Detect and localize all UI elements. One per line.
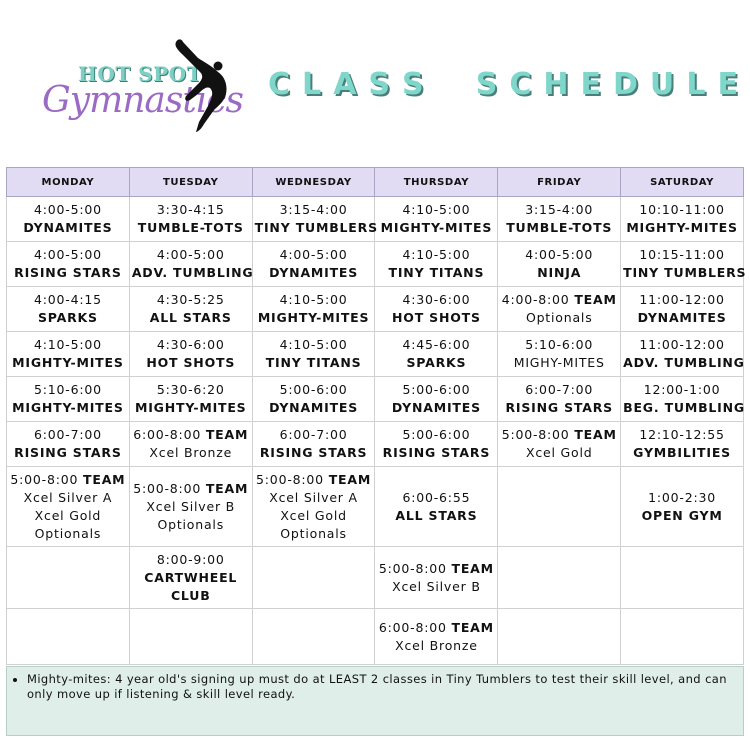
class-time-line <box>255 246 373 264</box>
class-name: TINY TITANS <box>265 355 362 370</box>
class-cell <box>7 197 130 242</box>
class-cell <box>375 422 498 467</box>
class-name: DYNAMITES <box>637 310 727 325</box>
class-cell <box>375 287 498 332</box>
class-detail: Xcel Silver A <box>269 489 358 505</box>
class-cell <box>129 547 252 609</box>
class-time: 5:00-8:00 <box>10 471 79 487</box>
team-label: TEAM <box>83 471 126 487</box>
schedule-row <box>7 242 744 287</box>
class-cell <box>375 467 498 547</box>
class-time: 6:00-8:00 <box>133 427 202 442</box>
class-time-line <box>377 246 495 264</box>
class-name: MIGHTY-MITES <box>257 310 370 325</box>
class-time-line <box>623 291 741 309</box>
class-detail: Optionals <box>34 525 102 541</box>
class-time-line <box>377 426 495 444</box>
team-label: TEAM <box>574 427 617 442</box>
class-time: 5:30-6:20 <box>156 382 225 397</box>
class-name: RISING STARS <box>382 445 491 460</box>
class-time-line <box>500 201 618 219</box>
class-name: TINY TUMBLERS <box>254 220 378 235</box>
class-name: TINY TITANS <box>388 265 485 280</box>
team-label: TEAM <box>574 292 617 307</box>
class-name: RISING STARS <box>505 400 613 415</box>
class-time-line <box>9 426 127 444</box>
class-name: HOT SHOTS <box>392 310 481 325</box>
class-name: TINY TUMBLERS <box>623 265 747 280</box>
class-time-line <box>132 246 250 264</box>
class-name: GYMBILITIES <box>633 445 731 460</box>
class-cell <box>621 377 744 422</box>
class-name: ADV. TUMBLING <box>131 265 254 280</box>
class-time: 10:15-11:00 <box>639 247 725 262</box>
class-time-line <box>132 426 250 444</box>
class-time: 6:00-7:00 <box>525 382 594 397</box>
class-name: MIGHTY-MITES <box>134 400 247 415</box>
class-time: 4:10-5:00 <box>279 337 348 352</box>
class-name: OPEN GYM <box>641 507 723 523</box>
class-cell <box>498 422 621 467</box>
day-header-tuesday: TUESDAY <box>129 168 252 197</box>
class-detail: Xcel Silver B <box>392 578 481 594</box>
title-letter: E <box>580 66 601 102</box>
class-time: 3:30-4:15 <box>156 202 225 217</box>
title-letter: U <box>649 66 675 102</box>
title-letter: H <box>543 66 569 102</box>
class-name: BEG. TUMBLING <box>623 400 745 415</box>
class-cell <box>252 242 375 287</box>
class-time-line <box>623 246 741 264</box>
title-letter: C <box>268 66 291 102</box>
class-time: 5:00-8:00 <box>133 480 202 496</box>
class-time: 5:00-8:00 <box>378 560 447 576</box>
class-name: DYNAMITES <box>269 265 359 280</box>
team-label: TEAM <box>451 560 494 576</box>
class-name: RISING STARS <box>14 445 122 460</box>
class-time-line <box>255 291 373 309</box>
class-time: 5:00-8:00 <box>256 471 324 487</box>
schedule-row <box>7 467 744 547</box>
class-cell <box>621 422 744 467</box>
class-cell <box>621 197 744 242</box>
class-cell <box>129 197 252 242</box>
class-time-line <box>500 426 618 444</box>
class-cell <box>7 377 130 422</box>
class-name: HOT SHOTS <box>146 355 236 370</box>
class-time: 4:00-5:00 <box>525 247 594 262</box>
note-box <box>6 666 744 736</box>
class-cell <box>129 332 252 377</box>
class-time: 4:00-8:00 <box>501 292 570 307</box>
class-time-line <box>9 336 127 354</box>
class-time-line <box>377 381 495 399</box>
title-letter: S <box>402 66 424 102</box>
class-time-line <box>377 489 495 507</box>
class-name: DYNAMITES <box>269 400 359 415</box>
class-cell <box>7 547 130 609</box>
class-time-line <box>132 480 250 498</box>
class-cell <box>621 287 744 332</box>
class-cell <box>252 467 375 547</box>
class-time-line <box>9 471 127 489</box>
class-cell <box>252 332 375 377</box>
class-time: 4:45-6:00 <box>402 337 471 352</box>
class-detail: MIGHY-MITES <box>513 355 605 370</box>
schedule-row <box>7 422 744 467</box>
team-label: TEAM <box>205 480 249 496</box>
class-time-line <box>9 201 127 219</box>
class-time: 6:00-6:55 <box>402 489 471 505</box>
class-time: 1:00-2:30 <box>648 489 716 505</box>
class-cell <box>129 242 252 287</box>
day-header-saturday: SATURDAY <box>621 168 744 197</box>
class-name: MIGHTY-MITES <box>626 220 738 235</box>
class-time: 12:10-12:55 <box>639 427 725 442</box>
class-time-line <box>377 201 495 219</box>
class-time: 4:30-6:00 <box>156 337 225 352</box>
class-time: 4:30-6:00 <box>402 292 471 307</box>
class-cell <box>7 287 130 332</box>
class-name: ADV. TUMBLING <box>623 355 745 370</box>
title-letter: S <box>475 66 498 102</box>
class-name: MIGHTY-MITES <box>12 355 124 370</box>
class-detail: Optionals <box>525 310 593 325</box>
team-label: TEAM <box>328 471 372 487</box>
class-time: 4:00-5:00 <box>33 202 102 217</box>
class-name: NINJA <box>537 265 582 280</box>
class-cell <box>498 332 621 377</box>
schedule-row <box>7 197 744 242</box>
class-name: ALL STARS <box>395 507 478 523</box>
class-cell <box>498 377 621 422</box>
class-time: 4:00-5:00 <box>279 247 348 262</box>
class-detail: Xcel Gold <box>34 507 102 523</box>
class-time-line <box>132 201 250 219</box>
class-time-line <box>500 246 618 264</box>
class-cell <box>375 377 498 422</box>
title-letter: L <box>686 66 706 102</box>
schedule-table <box>6 167 747 665</box>
class-time-line <box>255 426 373 444</box>
class-time-line <box>623 336 741 354</box>
class-name: SPARKS <box>406 355 467 370</box>
class-time: 8:00-9:00 <box>156 551 225 567</box>
class-time-line <box>132 381 250 399</box>
class-cell <box>252 422 375 467</box>
class-cell <box>7 422 130 467</box>
day-header-monday: MONDAY <box>7 168 130 197</box>
class-time: 12:00-1:00 <box>643 382 721 397</box>
class-time: 11:00-12:00 <box>639 337 725 352</box>
class-time-line <box>377 291 495 309</box>
schedule-body <box>7 197 747 665</box>
class-time-line <box>623 201 741 219</box>
class-time: 5:00-6:00 <box>402 427 471 442</box>
class-cell <box>7 609 130 665</box>
class-time-line <box>500 381 618 399</box>
class-name: CLUB <box>170 587 211 603</box>
class-cell <box>498 609 621 665</box>
gymnast-silhouette-icon <box>168 36 238 136</box>
schedule-row <box>7 547 744 609</box>
class-cell <box>252 547 375 609</box>
class-time: 4:00-5:00 <box>33 247 102 262</box>
class-time: 4:10-5:00 <box>33 337 102 352</box>
class-time-line <box>9 246 127 264</box>
class-time: 4:00-5:00 <box>156 247 225 262</box>
class-time: 5:00-8:00 <box>501 427 570 442</box>
team-label: TEAM <box>205 427 249 442</box>
schedule-row <box>7 287 744 332</box>
class-time-line <box>255 471 373 489</box>
day-header-friday: FRIDAY <box>498 168 621 197</box>
class-cell <box>621 609 744 665</box>
title-letter: D <box>613 66 638 102</box>
class-name: ALL STARS <box>149 310 232 325</box>
title-letter: A <box>333 66 357 102</box>
class-name: TUMBLE-TOTS <box>137 220 244 235</box>
class-cell <box>7 332 130 377</box>
class-time: 3:15-4:00 <box>525 202 594 217</box>
class-detail: Xcel Gold <box>280 507 347 523</box>
class-time-line <box>255 381 373 399</box>
note-list <box>7 667 743 702</box>
class-cell <box>129 609 252 665</box>
class-name: MIGHTY-MITES <box>380 220 493 235</box>
class-cell <box>621 332 744 377</box>
team-label: TEAM <box>451 619 494 635</box>
class-time-line <box>623 381 741 399</box>
hot-spot-gymnastics-logo <box>40 36 243 136</box>
class-time: 4:00-4:15 <box>33 292 102 307</box>
class-time-line <box>255 201 373 219</box>
class-name: TUMBLE-TOTS <box>506 220 613 235</box>
class-time-line <box>623 426 741 444</box>
logo-text-hot-spot: HOT SPOT <box>78 62 202 86</box>
class-time-line <box>377 560 495 578</box>
class-time-line <box>9 381 127 399</box>
class-cell <box>621 467 744 547</box>
class-time-line <box>500 291 618 309</box>
class-name: RISING STARS <box>259 445 368 460</box>
class-time-line <box>132 336 250 354</box>
title-letter: L <box>302 66 322 102</box>
class-time-line <box>500 336 618 354</box>
title-letter: C <box>509 66 532 102</box>
class-cell <box>498 467 621 547</box>
class-time: 4:10-5:00 <box>402 247 471 262</box>
class-name: MIGHTY-MITES <box>12 400 124 415</box>
class-time-line <box>623 489 741 507</box>
class-detail: Xcel Gold <box>525 445 593 460</box>
class-time: 6:00-7:00 <box>279 427 348 442</box>
class-cell <box>375 197 498 242</box>
class-cell <box>129 287 252 332</box>
class-cell <box>7 242 130 287</box>
class-detail: Xcel Silver B <box>146 498 236 514</box>
class-time: 4:10-5:00 <box>402 202 471 217</box>
class-cell <box>252 197 378 242</box>
class-time: 4:10-5:00 <box>279 292 348 307</box>
class-time: 5:00-6:00 <box>402 382 471 397</box>
class-time-line <box>377 619 495 637</box>
schedule-header-row <box>7 168 744 197</box>
class-detail: Optionals <box>157 516 225 532</box>
class-time: 5:00-6:00 <box>279 382 348 397</box>
class-cell <box>129 377 252 422</box>
class-cell <box>498 197 621 242</box>
class-cell <box>252 609 375 665</box>
class-cell <box>7 467 130 547</box>
page-title <box>268 62 738 106</box>
class-cell <box>375 547 498 609</box>
class-time: 6:00-7:00 <box>33 427 102 442</box>
title-letter: E <box>717 66 738 102</box>
class-time-line <box>132 291 250 309</box>
class-cell <box>252 377 375 422</box>
class-cell <box>621 242 747 287</box>
class-name: RISING STARS <box>14 265 122 280</box>
class-detail: Xcel Bronze <box>149 445 233 460</box>
day-header-wednesday: WEDNESDAY <box>252 168 375 197</box>
class-time-line <box>132 551 250 569</box>
class-time: 10:10-11:00 <box>639 202 725 217</box>
class-time: 5:10-6:00 <box>33 382 102 397</box>
class-cell <box>621 547 744 609</box>
class-name: CARTWHEEL <box>144 569 238 585</box>
class-cell <box>498 547 621 609</box>
class-detail: Xcel Bronze <box>395 637 478 653</box>
class-detail: Optionals <box>280 525 347 541</box>
class-time: 6:00-8:00 <box>378 619 447 635</box>
note-item: • Mighty-mites: 4 year old's signing up must do at LEAST 2 classes in Tiny Tumblers to test their skill level, and can only move up if listening & skill level ready. <box>27 672 735 702</box>
class-time-line <box>9 291 127 309</box>
class-cell <box>375 332 498 377</box>
class-cell <box>375 609 498 665</box>
class-cell <box>498 242 621 287</box>
day-header-thursday: THURSDAY <box>375 168 498 197</box>
class-detail: Xcel Silver A <box>23 489 113 505</box>
schedule-row <box>7 609 744 665</box>
class-time: 5:10-6:00 <box>525 337 594 352</box>
class-cell <box>252 287 375 332</box>
class-name: SPARKS <box>38 310 98 325</box>
class-cell <box>129 467 252 547</box>
class-cell <box>375 242 498 287</box>
class-time: 11:00-12:00 <box>639 292 725 307</box>
title-letter: S <box>368 66 391 102</box>
class-name: DYNAMITES <box>23 220 113 235</box>
class-cell <box>129 422 252 467</box>
schedule-row <box>7 377 744 422</box>
logo-text-gymnastics: Gymnastics <box>42 80 243 121</box>
class-time-line <box>377 336 495 354</box>
schedule-row <box>7 332 744 377</box>
class-cell <box>498 287 621 332</box>
class-name: DYNAMITES <box>391 400 481 415</box>
class-time: 4:30-5:25 <box>156 292 225 307</box>
class-time: 3:15-4:00 <box>279 202 348 217</box>
class-time-line <box>255 336 373 354</box>
